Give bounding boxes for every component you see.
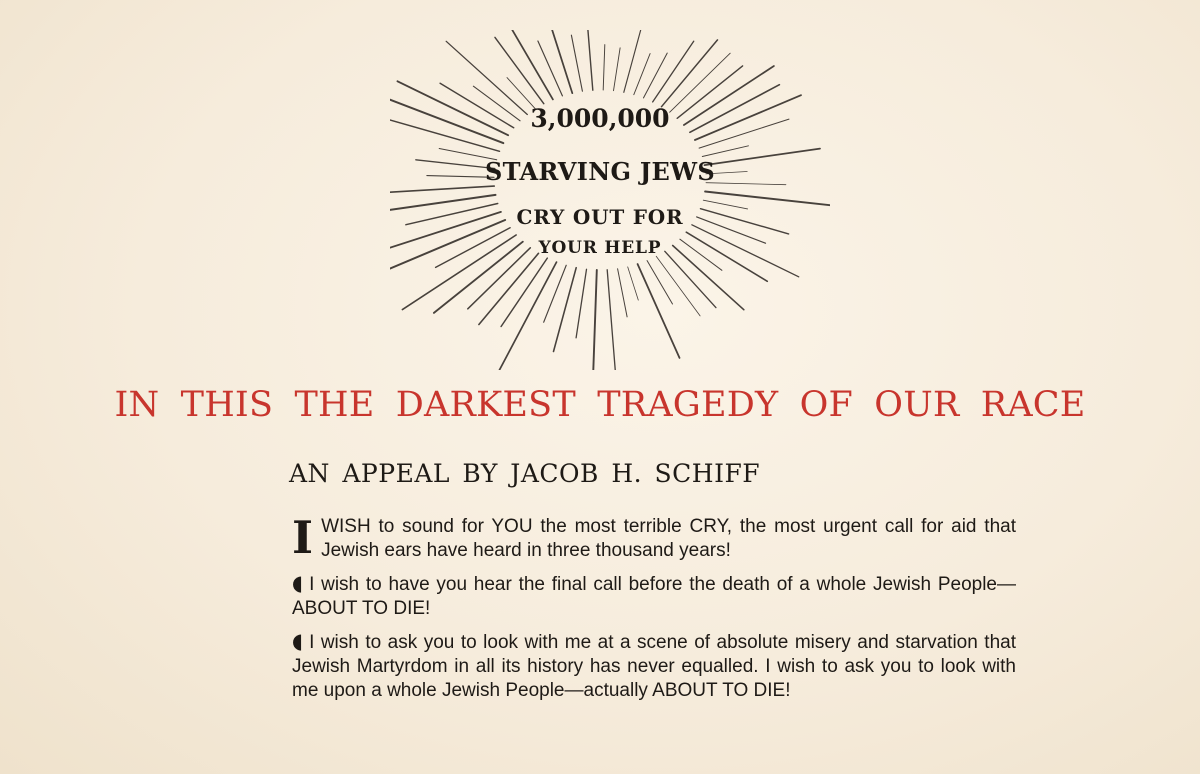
sunburst-ray [593,270,597,370]
paragraph-1 [292,511,1016,564]
pilcrow-icon: ◖ [292,571,304,595]
sunburst-ray [607,270,615,370]
sunburst-ray [587,30,593,90]
appeal-body [292,511,1016,711]
sunburst-ray [532,30,573,93]
sunburst-ray [618,269,628,317]
headline: IN THIS THE DARKEST TRAGEDY OF OUR RACE [114,385,1086,425]
sunburst-ray [638,264,680,358]
appeal-byline: AN APPEAL BY JACOB H. SCHIFF [289,459,761,488]
sunburst-ray [614,48,621,91]
paragraph-2-text: I wish to have you hear the final call before the death of a whole Jewish People—ABOUT TO DIE! [292,574,1016,619]
sunburst-ray [702,146,748,157]
paragraph-3-text: I wish to ask you to look with me at a scene of absolute misery and starvation that Jewish Martyrdom in all its history has never equalled. I wish to ask you to look with me upon a whole Jewish People—actually ABOUT TO DIE! [292,632,1016,701]
sunburst-ray [705,192,830,206]
sunburst-ray [544,265,567,322]
sunburst-ray [390,186,494,192]
pilcrow-icon: ◖ [292,629,304,653]
paragraph-1-text: WISH to sound for YOU the most terrible CRY, the most urgent call for aid that Jewish ears have heard in three thousand years! [321,516,1016,561]
sunburst-ray [647,261,672,304]
sunburst-ray [634,54,650,95]
sunburst-rays-icon [390,30,830,370]
sunburst-cry-line: CRY OUT FOR [516,205,684,229]
sunburst-ray [494,262,556,370]
sunburst-ray [624,30,648,92]
sunburst-ray [644,53,668,98]
drop-cap: I [292,511,314,564]
sunburst-number: 3,000,000 [530,104,670,133]
sunburst-ray [554,268,577,352]
paragraph-2 [292,571,1016,621]
sunburst-ray [603,45,605,90]
sunburst-ray [576,269,586,338]
sunburst-help-line: YOUR HELP [538,238,662,258]
sunburst-heading: STARVING JEWS [484,157,716,186]
sunburst-ray [502,30,553,99]
paragraph-3 [292,629,1016,703]
sunburst-ray [628,267,639,300]
sunburst-ray [571,35,582,91]
